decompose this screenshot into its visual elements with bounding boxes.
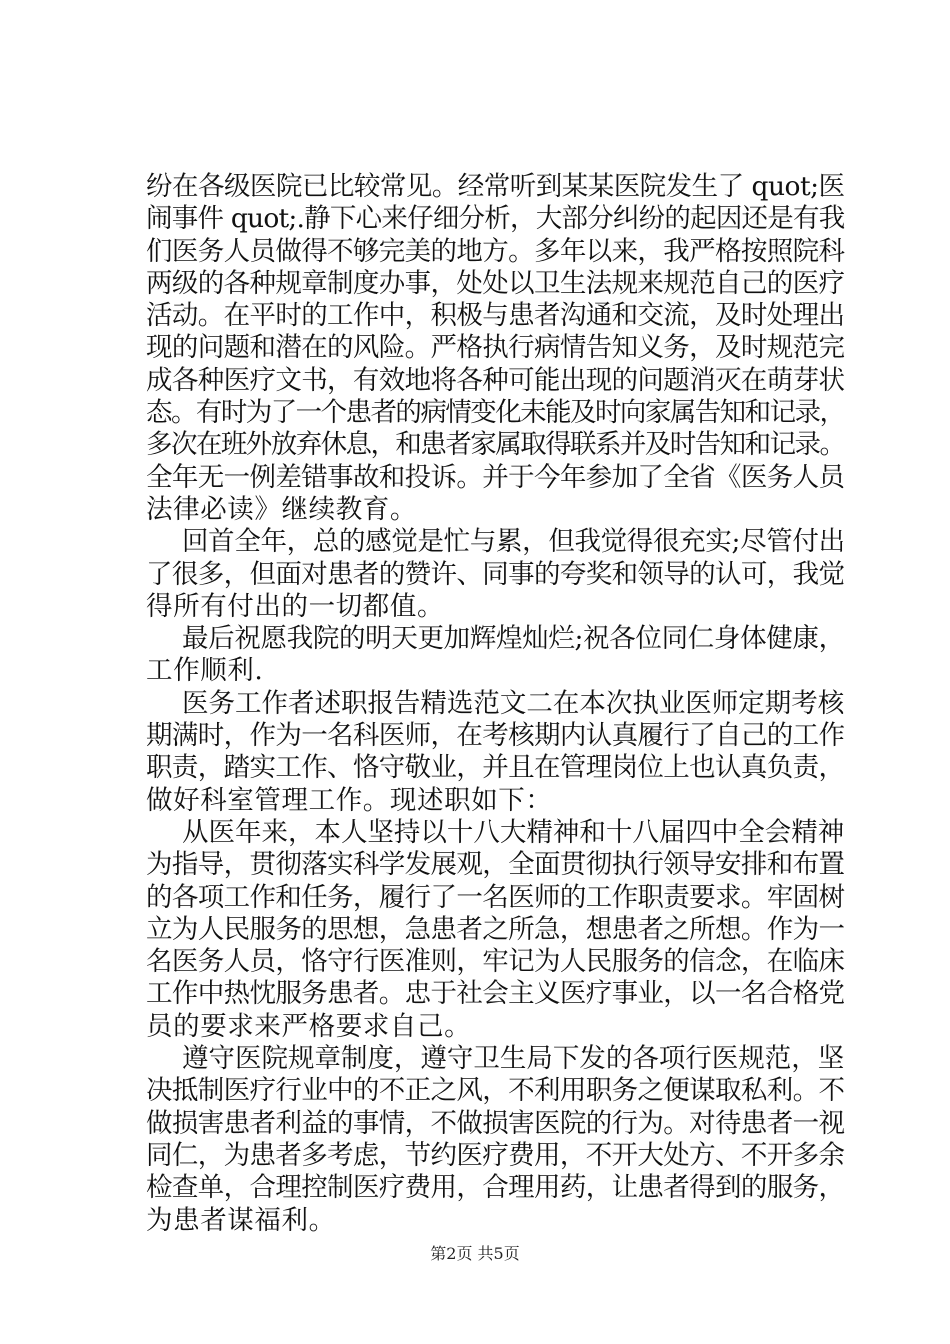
text-line: 遵守医院规章制度，遵守卫生局下发的各项行医规范，坚 [182,1043,845,1075]
text-line: 纷在各级医院已比较常见。经常听到某某医院发生了 quot;医 [146,171,845,202]
text-line: 回首全年，总的感觉是忙与累，但我觉得很充实;尽管付出 [182,526,845,558]
text-line: 法律必读》继续教育。 [146,493,417,525]
text-line: 决抵制医疗行业中的不正之风，不利用职务之便谋取私利。不 [146,1075,845,1107]
text-line: 两级的各种规章制度办事，处处以卫生法规来规范自己的医疗 [146,267,845,299]
text-line: 名医务人员，恪守行医准则，牢记为人民服务的信念，在临床 [146,946,845,978]
text-line: 闹事件 quot;.静下心来仔细分析，大部分纠纷的起因还是有我 [146,203,845,235]
text-line: 得所有付出的一切都值。 [146,590,445,622]
text-line: 做损害患者利益的事情，不做损害医院的行为。对待患者一视 [146,1107,845,1139]
text-line: 从医年来，本人坚持以十八大精神和十八届四中全会精神 [182,816,845,848]
text-line: 们医务人员做得不够完美的地方。多年以来，我严格按照院科 [146,235,845,267]
text-line: 医务工作者述职报告精选范文二在本次执业医师定期考核 [182,687,845,719]
page-footer [0,1244,950,1264]
text-line: 工作中热忱服务患者。忠于社会主义医疗事业，以一名合格党 [146,978,845,1010]
text-line: 工作顺利. [146,655,264,687]
text-line: 的各项工作和任务，履行了一名医师的工作职责要求。牢固树 [146,881,845,913]
text-line: 同仁，为患者多考虑，节约医疗费用，不开大处方、不开多余 [146,1139,845,1171]
document-body [146,171,846,1237]
text-line: 为指导，贯彻落实科学发展观，全面贯彻执行领导安排和布置 [146,849,845,881]
text-line: 做好科室管理工作。现述职如下： [146,784,553,816]
text-line: 职责，踏实工作、恪守敬业，并且在管理岗位上也认真负责， [146,752,845,784]
text-line: 员的要求来严格要求自己。 [146,1010,472,1042]
text-line: 检查单，合理控制医疗费用，合理用药，让患者得到的服务， [146,1172,845,1204]
page-number-label: 第2页 共5页 [430,1244,520,1263]
text-line: 全年无一例差错事故和投诉。并于今年参加了全省《医务人员 [146,461,845,493]
text-line: 立为人民服务的思想，急患者之所急，想患者之所想。作为一 [146,913,845,945]
text-line: 态。有时为了一个患者的病情变化未能及时向家属告知和记录， [146,397,845,429]
text-line: 了很多，但面对患者的赞许、同事的夸奖和领导的认可，我觉 [146,558,845,590]
text-line: 为患者谋福利。 [146,1204,336,1236]
text-line: 成各种医疗文书，有效地将各种可能出现的问题消灭在萌芽状 [146,364,845,396]
text-line: 现的问题和潜在的风险。严格执行病情告知义务，及时规范完 [146,332,845,364]
text-line: 最后祝愿我院的明天更加辉煌灿烂;祝各位同仁身体健康， [182,623,845,655]
text-line: 多次在班外放弃休息，和患者家属取得联系并及时告知和记录。 [146,429,845,461]
text-line: 活动。在平时的工作中，积极与患者沟通和交流，及时处理出 [146,300,845,332]
text-line: 期满时，作为一名科医师，在考核期内认真履行了自己的工作 [146,720,845,752]
